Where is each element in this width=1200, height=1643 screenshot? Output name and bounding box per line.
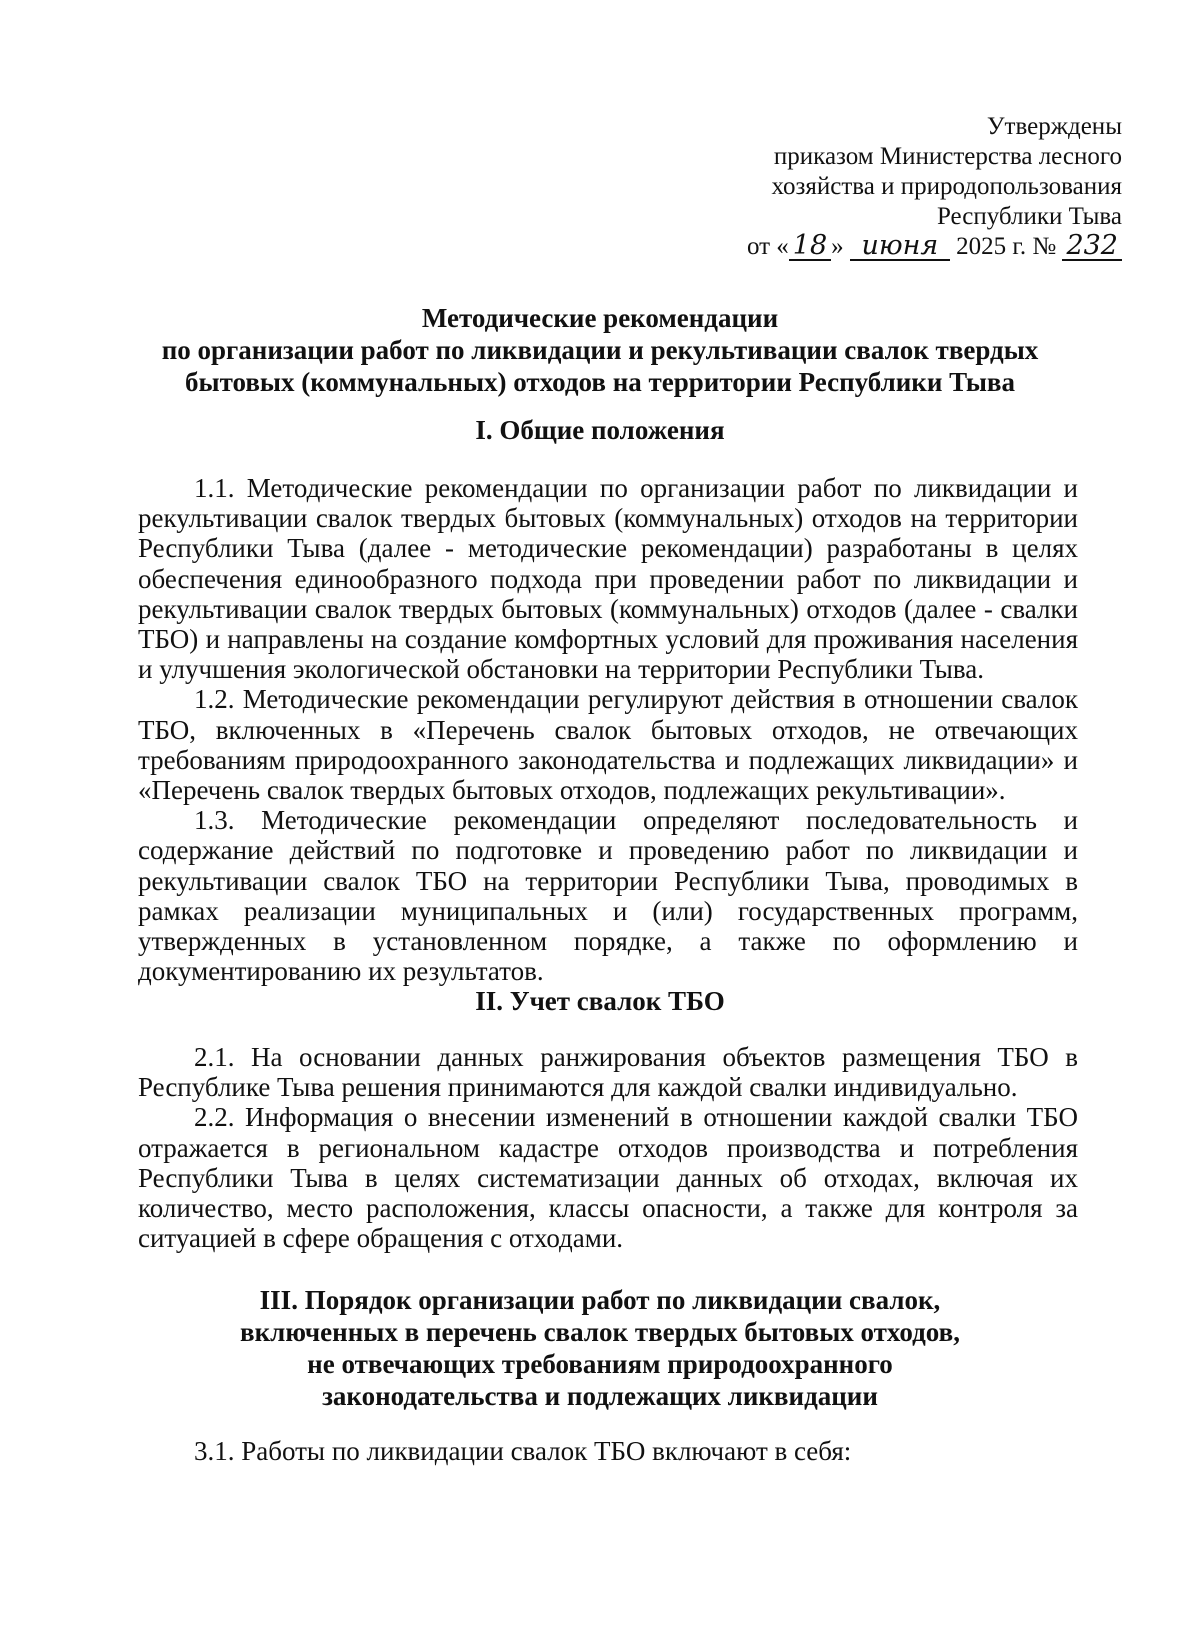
paragraph-1-2: 1.2. Методические рекомендации регулируют действия в отношении свалок ТБО, включенных в «Перечень свалок бытовых отходов, не отвечающих требованиям природоохранного законодательства и подлежащих ликвидации» и «Перечень свалок твердых бытовых отходов, подлежащих рекультивации». [138,684,1078,806]
paragraph-1-1: 1.1. Методические рекомендации по организации работ по ликвидации и рекультивации свалок твердых бытовых (коммунальных) отходов на территории Республики Тыва (далее - методические рекомендации) разработаны в целях обеспечения единообразного подхода при проведении работ по ликвидации и рекультивации свалок твердых бытовых (коммунальных) отходов (далее - свалки ТБО) и направлены на создание комфортных условий для проживания населения и улучшения экологической обстановки на территории Республики Тыва. [138,473,1078,685]
handwritten-month: июня [850,233,950,261]
section-2-body [138,1042,1078,1253]
paragraph-2-2: 2.2. Информация о внесении изменений в отношении каждой свалки ТБО отражается в региональном кадастре отходов производства и потребления Республики Тыва в целях систематизации данных об отходах, включая их количество, место расположения, классы опасности, а также для контроля за ситуацией в сфере обращения с отходами. [138,1102,1078,1254]
approval-line-1: Утверждены [986,113,1122,140]
section-2-heading: II. Учет свалок ТБО [475,986,725,1016]
section-3-body [138,1436,1078,1466]
paragraph-3-1: 3.1. Работы по ликвидации свалок ТБО включают в себя: [194,1436,852,1466]
approval-stamp-block [747,112,1122,262]
title-line-2: по организации работ по ликвидации и рекультивации свалок твердых [161,335,1039,365]
approval-line-4: Республики Тыва [936,203,1122,230]
title-line-1: Методические рекомендации [421,303,779,333]
section-1-body [138,473,1078,986]
section-3-heading-line-3: не отвечающих требованиям природоохранного [307,1349,893,1379]
approval-line-2: приказом Министерства лесного [773,143,1122,170]
approval-from-prefix: от « [746,233,789,260]
title-line-3: бытовых (коммунальных) отходов на территории Республики Тыва [185,367,1015,397]
section-3-heading-line-4: законодательства и подлежащих ликвидации [322,1381,878,1411]
paragraph-1-3: 1.3. Методические рекомендации определяют последовательность и содержание действий по подготовке и проведению работ по ликвидации и рекультивации свалок ТБО на территории Республики Тыва, проводимых в рамках реализации муниципальных и (или) государственных программ, утвержденных в установленном порядке, а также по оформлению и документированию их результатов. [138,805,1078,987]
handwritten-day: 18 [789,233,831,261]
approval-date-line [747,232,1122,262]
section-3-heading-line-1: III. Порядок организации работ по ликвидации свалок, [259,1285,941,1315]
section-3-heading-line-2: включенных в перечень свалок твердых бытовых отходов, [240,1317,960,1347]
paragraph-2-1: 2.1. На основании данных ранжирования объектов размещения ТБО в Республике Тыва решения принимаются для каждой свалки индивидуально. [138,1042,1078,1103]
section-3-heading [140,1284,1060,1412]
document-title [140,302,1060,398]
approval-line-3: хозяйства и природопользования [771,173,1122,200]
approval-quote-close: » [831,233,844,260]
section-1-heading: I. Общие положения [475,415,725,445]
approval-year-text: 2025 г. № [956,233,1057,260]
handwritten-order-number: 232 [1062,233,1122,261]
